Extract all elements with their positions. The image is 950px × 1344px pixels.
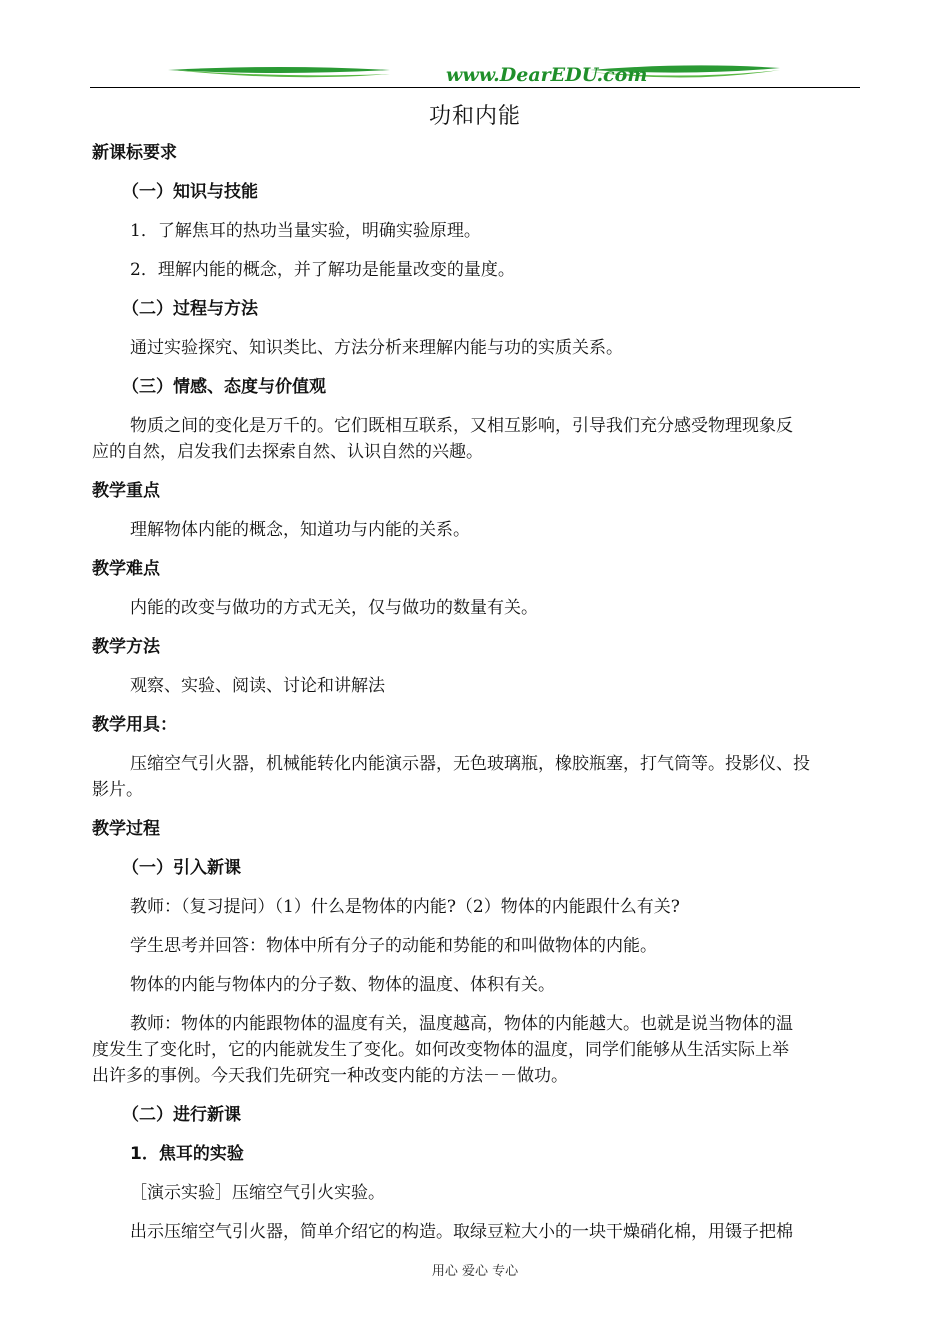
paragraph-line: 影片。 — [92, 780, 143, 800]
subheading-introduce-lesson: （一）引入新课 — [122, 858, 241, 878]
paragraph-line: 应的自然，启发我们去探索自然、认识自然的兴趣。 — [92, 442, 483, 462]
bracket-open: ［ — [130, 1183, 147, 1203]
demo-experiment-line — [130, 1180, 385, 1206]
site-url[interactable]: www.DearEDU.com — [446, 64, 648, 86]
paragraph-line: 观察、实验、阅读、讨论和讲解法 — [130, 676, 385, 696]
paragraph-line: 度发生了变化时，它的内能就发生了变化。如何改变物体的温度，同学们能够从生活实际上举 — [92, 1040, 789, 1060]
subheading-emotion-values: （三）情感、态度与价值观 — [122, 377, 326, 397]
demo-experiment-text: 压缩空气引火实验。 — [232, 1183, 385, 1203]
paragraph-line: 出示压缩空气引火器，简单介绍它的构造。取绿豆粒大小的一块干燥硝化棉，用镊子把棉 — [130, 1222, 793, 1242]
paragraph-line: 教师：物体的内能跟物体的温度有关，温度越高，物体的内能越大。也就是说当物体的温 — [130, 1014, 793, 1034]
header-rule — [90, 87, 860, 88]
bracket-close: ］ — [215, 1183, 232, 1203]
paragraph-line: 2．理解内能的概念，并了解功是能量改变的量度。 — [130, 260, 515, 280]
paragraph-line: 学生思考并回答：物体中所有分子的动能和势能的和叫做物体的内能。 — [130, 936, 657, 956]
paragraph-line: 通过实验探究、知识类比、方法分析来理解内能与功的实质关系。 — [130, 338, 623, 358]
page-footer: 用心 爱心 专心 — [431, 1264, 519, 1279]
heading-teaching-tools: 教学用具： — [92, 715, 177, 735]
subheading-knowledge-skills: （一）知识与技能 — [122, 182, 258, 202]
document-title: 功和内能 — [428, 104, 521, 129]
paragraph-line: 物体的内能与物体内的分子数、物体的温度、体积有关。 — [130, 975, 555, 995]
subheading-new-lesson: （二）进行新课 — [122, 1105, 241, 1125]
heading-teaching-process: 教学过程 — [92, 819, 160, 839]
paragraph-line: 理解物体内能的概念，知道功与内能的关系。 — [130, 520, 470, 540]
demo-experiment-tag: 演示实验 — [147, 1183, 215, 1203]
paragraph-line: 出许多的事例。今天我们先研究一种改变内能的方法－－做功。 — [92, 1066, 568, 1086]
heading-difficulties: 教学难点 — [92, 559, 160, 579]
paragraph-line: 教师：（复习提问）（1）什么是物体的内能?（2）物体的内能跟什么有关? — [130, 897, 680, 917]
heading-curriculum-requirements: 新课标要求 — [92, 143, 177, 163]
paragraph-line: 1．了解焦耳的热功当量实验，明确实验原理。 — [130, 221, 481, 241]
paragraph-line: 物质之间的变化是万千的。它们既相互联系，又相互影响，引导我们充分感受物理现象反 — [130, 416, 793, 436]
subheading-process-method: （二）过程与方法 — [122, 299, 258, 319]
paragraph-line: 压缩空气引火器，机械能转化内能演示器，无色玻璃瓶，橡胶瓶塞，打气筒等。投影仪、投 — [130, 754, 810, 774]
subheading-joule-experiment: 1．焦耳的实验 — [130, 1144, 244, 1164]
paragraph-line: 内能的改变与做功的方式无关，仅与做功的数量有关。 — [130, 598, 538, 618]
heading-teaching-methods: 教学方法 — [92, 637, 160, 657]
site-header-banner — [90, 58, 860, 90]
heading-key-points: 教学重点 — [92, 481, 160, 501]
